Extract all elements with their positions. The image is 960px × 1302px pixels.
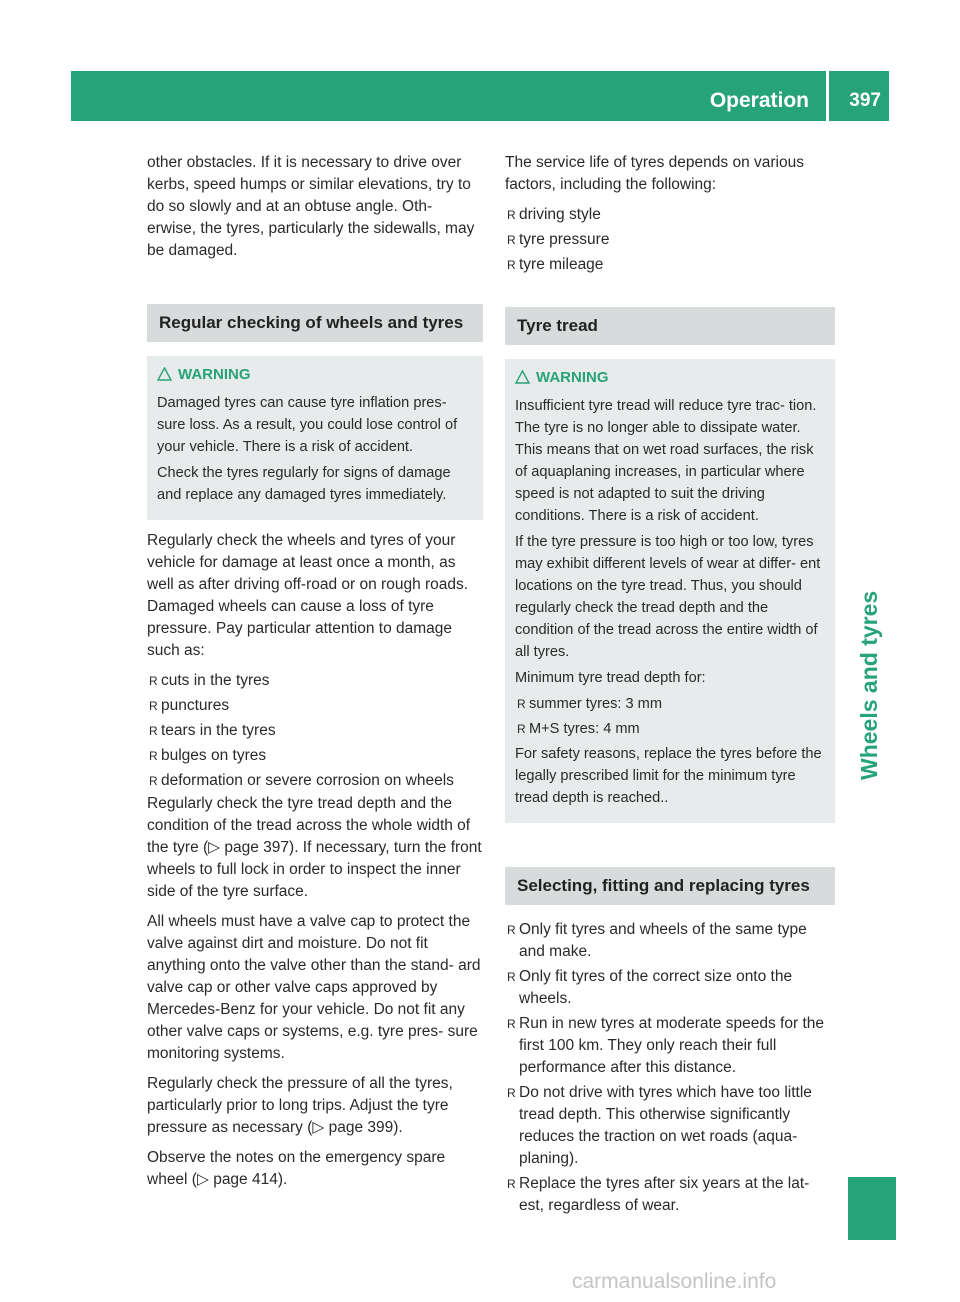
watermark: carmanualsonline.info bbox=[572, 1270, 777, 1293]
list-item: R tyre mileage bbox=[507, 256, 604, 273]
warning-text-2: If the tyre pressure is too high or too low, tyres may exhibit different levels of wear at differ- ent locations on the tyre tread. Thus, you should regularly check the tread depth and the condition of the tread across the entire width of all tyres. bbox=[515, 534, 821, 660]
paragraph-valve-cap: All wheels must have a valve cap to protect the valve against dirt and moisture. Do not fit anything onto the valve other than the stand- ard valve cap or other valve caps approved by Mercedes-Benz for your vehicle. Do not fit any other valve caps or systems, e.g. tyre pres- sure monitoring systems. bbox=[147, 913, 481, 1062]
warning-text-1: Insufficient tyre tread will reduce tyre trac- tion. The tyre is no longer able to dissipate water. This means that on wet road surfaces, the risk of aquaplaning increases, in particular where speed is not adapted to suit the driving conditions. There is a risk of accident. bbox=[515, 398, 817, 524]
list-item: R Run in new tyres at moderate speeds for the first 100 km. They only reach their full performance after this distance. bbox=[507, 1015, 824, 1076]
paragraph-spare-wheel: Observe the notes on the emergency spare wheel (▷ page 414). bbox=[147, 1149, 446, 1188]
list-item: R tears in the tyres bbox=[149, 722, 276, 739]
left-column bbox=[147, 152, 483, 1199]
paragraph-tyre-pressure: Regularly check the pressure of all the tyres, particularly prior to long trips. Adjust the tyre pressure as necessary (▷ page 399). bbox=[147, 1075, 453, 1136]
warning-text-4: For safety reasons, replace the tyres before the legally prescribed limit for the minimum tyre tread depth is reached.. bbox=[515, 746, 822, 806]
warning-text-2: Check the tyres regularly for signs of damage and replace any damaged tyres immediately. bbox=[157, 465, 451, 503]
list-item: R Replace the tyres after six years at the lat- est, regardless of wear. bbox=[507, 1175, 810, 1214]
side-tab-label: Wheels and tyres bbox=[856, 590, 882, 780]
warning-triangle-icon bbox=[515, 370, 530, 384]
paragraph-check-wheels: Regularly check the wheels and tyres of your vehicle for damage at least once a month, as well as after driving off-road or on rough roads. Damaged wheels can cause a loss of tyre pressure. Pay particular attention to damage such as: bbox=[147, 532, 469, 659]
warning-title: WARNING bbox=[157, 364, 475, 386]
section-heading-regular-checking: Regular checking of wheels and tyres bbox=[147, 304, 483, 342]
warning-box-damaged-tyres bbox=[147, 356, 483, 520]
left-intro-paragraph: other obstacles. If it is necessary to drive over kerbs, speed humps or similar elevations, try to do so slowly and at an obtuse angle. Oth- erwise, the tyres, particularly the sidewalls, may be damaged. bbox=[147, 154, 475, 259]
page-header bbox=[71, 71, 889, 121]
list-item: R M+S tyres: 4 mm bbox=[517, 721, 640, 737]
list-item: R deformation or severe corrosion on wheels bbox=[149, 772, 454, 789]
paragraph-tread-depth: Regularly check the tyre tread depth and the condition of the tread across the whole width of the tyre (▷ page 397). If necessary, turn the front wheels to full lock in order to inspect the inner side of the tyre surface. bbox=[147, 795, 482, 900]
list-item: R driving style bbox=[507, 206, 601, 223]
right-intro-paragraph: The service life of tyres depends on various factors, including the following: bbox=[505, 154, 804, 193]
list-item: R Only fit tyres and wheels of the same type and make. bbox=[507, 921, 807, 960]
right-column bbox=[505, 152, 835, 1220]
list-item: R tyre pressure bbox=[507, 231, 610, 248]
section-heading-tyre-tread: Tyre tread bbox=[505, 307, 835, 345]
header-divider bbox=[826, 71, 829, 121]
warning-box-tyre-tread bbox=[505, 359, 835, 823]
list-item: R Only fit tyres of the correct size onto the wheels. bbox=[507, 968, 793, 1007]
list-item: R Do not drive with tyres which have too little tread depth. This otherwise significantly reduces the traction on wet roads (aqua- planing). bbox=[507, 1084, 812, 1167]
list-item: R cuts in the tyres bbox=[149, 672, 270, 689]
list-item: R punctures bbox=[149, 697, 230, 714]
page-number: 397 bbox=[849, 90, 881, 111]
warning-triangle-icon bbox=[157, 367, 172, 381]
warning-title: WARNING bbox=[515, 367, 827, 389]
warning-text-3: Minimum tyre tread depth for: bbox=[515, 670, 706, 686]
list-item: R summer tyres: 3 mm bbox=[517, 696, 662, 712]
side-tab-marker bbox=[848, 1177, 896, 1240]
list-item: R bulges on tyres bbox=[149, 747, 267, 764]
warning-text-1: Damaged tyres can cause tyre inflation pres- sure loss. As a result, you could lose control of your vehicle. There is a risk of accident. bbox=[157, 395, 458, 455]
section-heading-selecting-tyres: Selecting, fitting and replacing tyres bbox=[505, 867, 835, 905]
section-title: Operation bbox=[709, 89, 809, 112]
